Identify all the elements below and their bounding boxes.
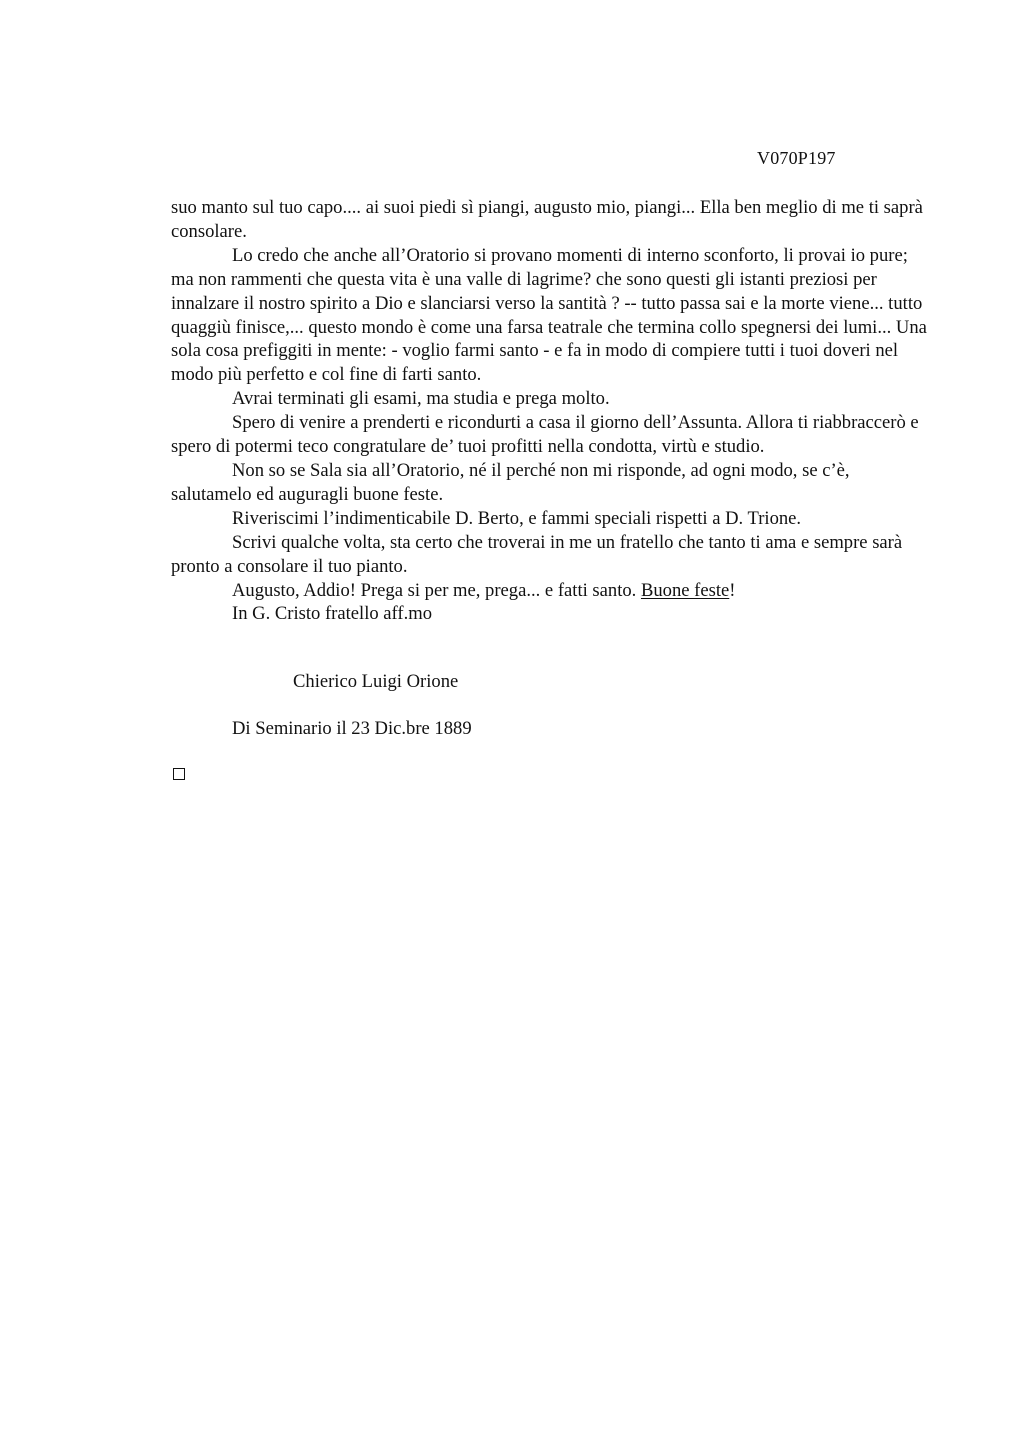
paragraph-write: Scrivi qualche volta, sta certo che troverai in me un fratello che tanto ti ama e sempre sarà pronto a consolare il tuo pianto. [171,531,903,577]
paragraph-farewell [171,579,931,603]
paragraph-assunta: Spero di venire a prenderti e ricondurti a casa il giorno dell’Assunta. Allora ti riabbraccerò e spero di potermi teco congratulare de’ tuoi profitti nella condotta, virtù e studio. [171,412,919,458]
empty-square-icon [173,768,185,780]
paragraph-exams: Avrai terminati gli esami, ma studia e prega molto. [232,388,610,410]
closing-line: In G. Cristo fratello aff.mo [232,603,433,625]
farewell-text: Augusto, Addio! Prega si per me, prega... e fatti santo. [232,579,641,601]
signature: Chierico Luigi Orione [293,671,459,692]
letter-body [171,196,931,626]
paragraph-oratorio: Lo credo che anche all’Oratorio si provano momenti di interno sconforto, li provai io pure; ma non rammenti che questa vita è una valle di lagrime? che sono questi gli istanti preziosi per innalzare il nostro spirito a Dio e slanciarsi verso la santità ? -- tutto passa sai e la morte viene... tutto quaggiù finisce,... questo mondo è come una farsa teatrale che termina collo spegnersi dei lumi... Una sola cosa prefiggiti in mente: - voglio farmi santo - e fa in modo di compiere tutti i tuoi doveri nel modo più perfetto e col fine di farti santo. [171,244,927,386]
paragraph-continuation: suo manto sul tuo capo.... ai suoi piedi sì piangi, augusto mio, piangi... Ella ben meglio di me ti saprà consolare. [171,197,923,242]
paragraph-sala: Non so se Sala sia all’Oratorio, né il perché non mi risponde, ad ogni modo, se c’è, salutamelo ed auguragli buone feste. [171,459,850,505]
page-reference: V070P197 [757,148,836,168]
paragraph-greetings: Riveriscimi l’indimenticabile D. Berto, e fammi speciali rispetti a D. Trione. [232,507,802,529]
dateline: Di Seminario il 23 Dic.bre 1889 [232,718,472,739]
farewell-underlined: Buone feste [640,579,730,601]
farewell-end: ! [729,579,736,601]
